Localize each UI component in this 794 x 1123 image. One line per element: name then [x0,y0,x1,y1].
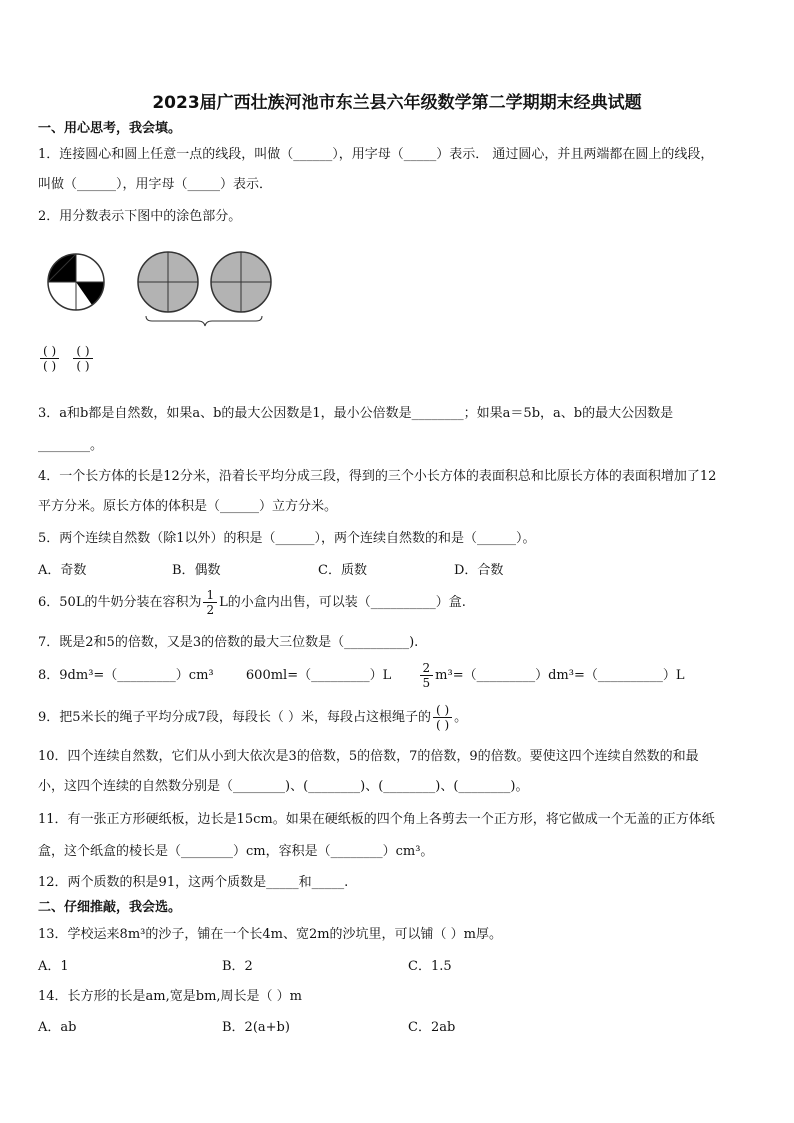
question-8-part-a: 8．9dm³=（_________）cm³ [38,668,214,683]
question-3-line-2: ________。 [38,438,104,453]
question-1-line-1: 1．连接圆心和圆上任意一点的线段，叫做（______），用字母（_____）表示． 通过圆心，并且两端都在圆上的线段， [38,147,714,162]
question-13-option-a[interactable]: A．1 [38,959,69,974]
question-4-line-1: 4．一个长方体的长是12分米，沿着长平均分成三段，得到的三个小长方体的表面积总和比原长方体的表面积增加了12 [38,469,717,484]
question-4-line-2: 平方分米。原长方体的体积是（______）立方分米。 [38,499,338,514]
question-5: 5．两个连续自然数（除1以外）的积是（______），两个连续自然数的和是（______）。 [38,531,536,546]
question-2-figures [42,244,282,328]
question-13: 13．学校运来8m³的沙子，铺在一个长4m、宽2m的沙坑里，可以铺（ ）m厚。 [38,927,503,942]
question-14-option-b[interactable]: B．2(a+b) [222,1020,290,1035]
question-10-line-1: 10．四个连续自然数，它们从小到大依次是3的倍数，5的倍数，7的倍数，9的倍数。要使这四个连续自然数的和最 [38,749,699,764]
question-5-option-a[interactable]: A．奇数 [38,563,87,578]
question-3-line-1: 3．a和b都是自然数，如果a、b的最大公因数是1，最小公倍数是________；如果a＝5b，a、b的最大公因数是 [38,406,674,421]
question-13-option-b[interactable]: B．2 [222,959,253,974]
section-1-heading: 一、用心思考，我会填。 [38,121,182,136]
question-11-line-2: 盒，这个纸盒的棱长是（________）cm，容积是（________）cm³。 [38,844,434,859]
question-2-answers [38,344,95,373]
question-7: 7．既是2和5的倍数，又是3的倍数的最大三位数是（__________). [38,635,419,650]
question-11-line-1: 11．有一张正方形硬纸板，边长是15cm。如果在硬纸板的四个角上各剪去一个正方形，将它做成一个无盖的正方体纸 [38,812,715,827]
brace [146,316,262,326]
question-1-line-2: 叫做（______），用字母（_____）表示． [38,177,273,192]
question-6: 6．50L的牛奶分装在容积为 $\frac{1}{2}$ L的小盒内出售，可以装（__________）盒. [38,588,466,617]
question-6-fraction: $\frac{1}{2}$ [203,588,217,617]
question-8-fraction: $\frac{2}{5}$ [420,661,434,690]
question-2: 2．用分数表示下图中的涂色部分。 [38,209,242,224]
question-14-option-a[interactable]: A．ab [38,1020,77,1035]
question-5-option-b[interactable]: B．偶数 [172,563,221,578]
question-14: 14．长方形的长是am,宽是bm,周长是（ ）m [38,989,302,1004]
question-5-option-c[interactable]: C．质数 [318,563,367,578]
question-10-line-2: 小，这四个连续的自然数分别是（________)、(________)、(________)、(________)。 [38,779,529,794]
answer-fraction-1[interactable]: $\frac{( )}{( )}$ [40,344,59,373]
shaded-circle-1 [48,254,104,310]
question-13-option-c[interactable]: C．1.5 [408,959,452,974]
question-8-part-b: 600ml=（_________）L [245,668,392,683]
question-12: 12．两个质数的积是91，这两个质数是_____和_____. [38,875,349,890]
question-9-fraction[interactable]: $\frac{( )}{( )}$ [433,703,452,732]
page-title: 2023届广西壮族河池市东兰县六年级数学第二学期期末经典试题 [152,93,642,113]
question-8-part-c: m³=（_________）dm³=（__________）L [435,668,685,683]
section-2-heading: 二、仔细推敲，我会选。 [38,900,182,915]
question-8 [38,661,684,691]
question-5-option-d[interactable]: D．合数 [454,563,504,578]
shaded-circle-2 [138,252,198,312]
question-14-option-c[interactable]: C．2ab [408,1020,456,1035]
question-9: 9．把5米长的绳子平均分成7段，每段长（ ）米，每段占这根绳子的 $\frac{( )}{( )}$ 。 [38,703,468,732]
answer-fraction-2[interactable]: $\frac{( )}{( )}$ [73,344,92,373]
shaded-circle-3 [211,252,271,312]
